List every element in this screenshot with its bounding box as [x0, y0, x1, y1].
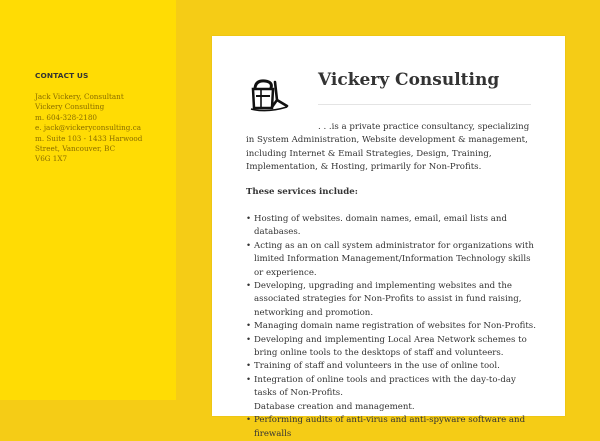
list-item — [246, 374, 538, 414]
vickery-logo-icon — [247, 76, 291, 114]
service-text: Developing, upgrading and implementing websites and the associated strategies for Non-Profits to assist in fund raising, networking and promotion. — [254, 281, 522, 318]
contact-email-link[interactable]: e. jack@vickeryconsulting.ca — [35, 123, 142, 133]
contact-details — [35, 92, 142, 165]
bullet-icon: • — [246, 334, 252, 345]
list-item — [246, 213, 538, 240]
site-title[interactable]: Vickery Consulting — [318, 70, 500, 90]
contact-name: Jack Vickery, Consultant — [35, 92, 124, 101]
bullet-icon: • — [246, 281, 252, 292]
list-item — [246, 414, 538, 441]
list-item — [246, 320, 538, 333]
list-item — [246, 240, 538, 280]
list-item — [246, 360, 538, 373]
services-heading: These services include: — [246, 187, 358, 197]
service-text: Training of staff and volunteers in the use of online tool. — [254, 361, 500, 372]
title-divider — [318, 104, 531, 105]
intro-text: . . .is a private practice consultancy, specializing in System Administration, Website development & management, including Internet & Email Strategies, Design, Training, Implementation, & Hosting, primarily for Non-Profits. — [246, 122, 530, 173]
service-subtext: Database creation and management. — [254, 401, 415, 412]
contact-phone: m. 604-328-2180 — [35, 112, 97, 122]
contact-company: Vickery Consulting — [35, 102, 105, 112]
service-text: Performing audits of anti-virus and anti-spyware software and firewalls — [254, 415, 526, 439]
contact-postal-code: V6G 1X7 — [35, 154, 68, 164]
service-text: Hosting of websites. domain names, email, email lists and databases. — [254, 214, 507, 238]
bullet-icon: • — [246, 214, 252, 224]
bullet-icon: • — [246, 415, 252, 426]
bullet-icon: • — [246, 374, 252, 385]
contact-address-line-1: m. Suite 103 - 1433 Harwood — [35, 133, 143, 143]
bullet-icon: • — [246, 321, 252, 332]
service-text: Managing domain name registration of websites for Non-Profits. — [254, 321, 536, 332]
service-text: Acting as an on call system administrator for organizations with limited Information Management/Information Technology skills or experience. — [254, 240, 534, 278]
sidebar — [0, 0, 176, 400]
article-card — [212, 36, 565, 439]
service-text: Developing and implementing Local Area Network schemes to bring online tools to the desktops of staff and volunteers. — [254, 334, 527, 359]
bullet-icon: • — [246, 240, 252, 251]
list-item — [246, 280, 538, 320]
bullet-icon: • — [246, 361, 252, 372]
services-list — [246, 213, 538, 441]
contact-heading: CONTACT US — [35, 71, 89, 80]
list-item — [246, 334, 538, 361]
intro-paragraph — [246, 121, 536, 175]
service-text: Integration of online tools and practices with the day-to-day tasks of Non-Profits. — [254, 374, 516, 399]
contact-address-line-2: Street, Vancouver, BC — [35, 144, 116, 154]
